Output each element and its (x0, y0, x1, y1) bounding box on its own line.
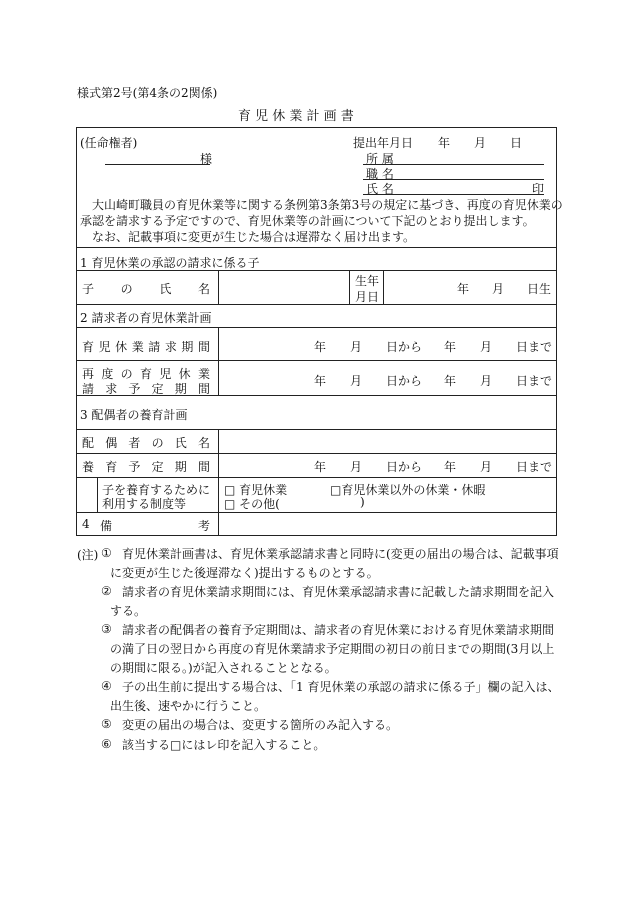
label-char: の (120, 367, 133, 381)
period-from-day: 日から (386, 340, 423, 354)
note-line: 請求者の配偶者の養育予定期間は、請求者の育児休業における育児休業請求期間 (122, 623, 555, 637)
intro-paragraph-line1: 大山崎町職員の育児休業等に関する条例第3条第3号の規定に基づき、再度の育児休業の (92, 198, 563, 212)
birth-month: 月 (492, 282, 505, 296)
label-char: 間 (197, 460, 210, 474)
intro-paragraph-line2: 承認を請求する予定ですので、育児休業等の計画について下記のとおり提出します。 (80, 214, 535, 228)
column-divider (218, 327, 219, 395)
label-char: 業 (197, 367, 210, 381)
birth-date-label-1: 生年 (355, 274, 380, 288)
note-line: 請求者の育児休業請求期間には、育児休業承認請求書に記載した請求期間を記入 (122, 585, 555, 599)
label-char: 請 (148, 340, 161, 354)
label-char: 休 (115, 340, 128, 354)
label-char: 度 (101, 367, 114, 381)
note-number: ③ (101, 622, 112, 636)
label-char: 求 (164, 340, 177, 354)
row-divider (77, 247, 556, 248)
label-char: 子 (82, 282, 95, 296)
note-text (110, 602, 146, 621)
note-line: する。 (110, 604, 147, 618)
label-char: 児 (159, 367, 172, 381)
label-char: 備 (100, 519, 113, 533)
note-number: ④ (101, 679, 112, 693)
note-number: ⑤ (101, 717, 112, 731)
note-line: 出生後、速やかに行うこと。 (110, 699, 267, 713)
label-char: 児 (98, 340, 111, 354)
note-line: の満了日の翌日から再度の育児休業請求予定期間の初日の前日までの期間(3月以上 (110, 642, 555, 656)
note-text (122, 736, 325, 755)
label-char: 配 (82, 436, 95, 450)
note-text (110, 564, 379, 583)
label-char: 氏 (159, 282, 172, 296)
note-number: ② (101, 584, 112, 598)
submission-month: 月 (474, 136, 487, 150)
submission-year: 年 (438, 136, 451, 150)
affiliation-label: 所 属 (366, 152, 394, 166)
label-char: 業 (131, 340, 144, 354)
care-from-day: 日から (386, 460, 423, 474)
birth-date-label-2: 月日 (355, 290, 380, 304)
care-to-month: 月 (480, 460, 493, 474)
reperiod-from-day: 日から (386, 374, 423, 388)
reperiod-to-year: 年 (444, 374, 457, 388)
period-to-year: 年 (444, 340, 457, 354)
row-divider (77, 429, 556, 430)
note-line: 該当する□にはレ印を記入すること。 (122, 738, 326, 752)
column-divider (349, 270, 350, 304)
care-to-day: 日まで (516, 460, 553, 474)
label-char: 再 (82, 367, 95, 381)
birth-year: 年 (457, 282, 470, 296)
note-line: 変更の届出の場合は、変更する箇所のみ記入する。 (122, 718, 399, 732)
label-char: 休 (178, 367, 191, 381)
childcare-request-period-label (82, 338, 210, 355)
authority-underline (105, 164, 210, 165)
label-char: 定 (151, 382, 164, 396)
note-text (122, 678, 559, 697)
note-text (122, 621, 554, 640)
label-char: の (120, 282, 133, 296)
label-char: 育 (105, 460, 118, 474)
document-title: 育 児 休 業 計 画 書 (238, 109, 354, 124)
row-divider (77, 360, 556, 361)
option-other-close-paren: ) (360, 495, 365, 509)
honorific-sama: 様 (200, 152, 213, 166)
option-childcare-leave[interactable]: □ 育児休業 (224, 483, 288, 497)
period-from-month: 月 (350, 340, 363, 354)
label-char: 養 (82, 460, 95, 474)
note-line: 育児休業計画書は、育児休業承認請求書と同時に(変更の届出の場合は、記載事項 (122, 547, 559, 561)
note-text (110, 640, 554, 659)
submission-date-label: 提出年月日 (353, 136, 414, 150)
section4-number: 4 (82, 517, 90, 531)
reperiod-to-month: 月 (480, 374, 493, 388)
row-divider (77, 453, 556, 454)
label-char: 予 (128, 460, 141, 474)
note-number: ① (101, 546, 112, 560)
row-divider (77, 477, 556, 478)
label-char: 育 (82, 340, 95, 354)
child-name-label (82, 280, 210, 297)
authority-label: (任命権者) (80, 136, 138, 150)
position-label: 職 名 (366, 167, 394, 181)
intro-paragraph-line3: なお、記載事項に変更が生じた場合は遅滞なく届け出ます。 (92, 230, 416, 244)
column-divider (97, 477, 98, 512)
row-divider (77, 304, 556, 305)
column-divider (218, 429, 219, 512)
option-other-leave[interactable]: □育児休業以外の休業・休暇 (330, 483, 486, 497)
label-char: 予 (128, 382, 141, 396)
label-char: 求 (105, 382, 118, 396)
system-label-line1: 子を養育するために (102, 483, 211, 497)
section2-heading: 2 請求者の育児休業計画 (80, 311, 212, 325)
system-label-line2: 利用する制度等 (102, 497, 187, 511)
note-text (122, 545, 559, 564)
note-number: ⑥ (101, 737, 112, 751)
label-char: 定 (151, 460, 164, 474)
label-char: 名 (197, 436, 210, 450)
care-to-year: 年 (444, 460, 457, 474)
care-from-year: 年 (314, 460, 327, 474)
note-text (110, 697, 266, 716)
birth-day: 日生 (527, 282, 552, 296)
note-line: の期間に限る。)が記入されることとなる。 (110, 661, 337, 675)
period-to-day: 日まで (516, 340, 553, 354)
label-char: 期 (174, 382, 187, 396)
label-char: 氏 (174, 436, 187, 450)
column-divider (218, 270, 219, 304)
reperiod-from-month: 月 (350, 374, 363, 388)
period-to-month: 月 (480, 340, 493, 354)
row-divider (77, 512, 556, 513)
name-label: 氏 名 (366, 182, 394, 196)
label-char: 考 (197, 519, 210, 533)
label-char: 者 (128, 436, 141, 450)
label-char: 間 (197, 340, 210, 354)
column-divider (383, 270, 384, 304)
label-char: 期 (181, 340, 194, 354)
notes-prefix: (注) (77, 548, 99, 562)
section3-heading: 3 配偶者の養育計画 (80, 408, 188, 422)
period-from-year: 年 (314, 340, 327, 354)
seal-mark: 印 (532, 182, 545, 196)
note-line: 子の出生前に提出する場合は、「1 育児休業の承認の請求に係る子」欄の記入は、 (122, 680, 560, 694)
label-char: 名 (197, 282, 210, 296)
column-divider (218, 512, 219, 535)
row-divider (77, 327, 556, 328)
label-char: の (151, 436, 164, 450)
care-period-label (82, 458, 210, 475)
option-other[interactable]: □ その他( (224, 497, 280, 511)
name-underline (363, 194, 544, 195)
note-text (122, 583, 554, 602)
note-text (122, 716, 398, 735)
label-char: 偶 (105, 436, 118, 450)
note-text (110, 659, 337, 678)
spouse-name-label (82, 434, 210, 451)
label-char: 期 (174, 460, 187, 474)
re-childcare-period-label-line2 (82, 380, 210, 397)
reperiod-from-year: 年 (314, 374, 327, 388)
care-from-month: 月 (350, 460, 363, 474)
section1-heading: 1 育児休業の承認の請求に係る子 (80, 256, 260, 270)
label-char: 間 (197, 382, 210, 396)
reperiod-to-day: 日まで (516, 374, 553, 388)
form-reference: 様式第2号(第4条の2関係) (77, 86, 218, 100)
remarks-label (100, 517, 210, 534)
note-line: に変更が生じた後遅滞なく)提出するものとする。 (110, 566, 379, 580)
submission-day: 日 (510, 136, 523, 150)
label-char: 育 (139, 367, 152, 381)
label-char: 請 (82, 382, 95, 396)
